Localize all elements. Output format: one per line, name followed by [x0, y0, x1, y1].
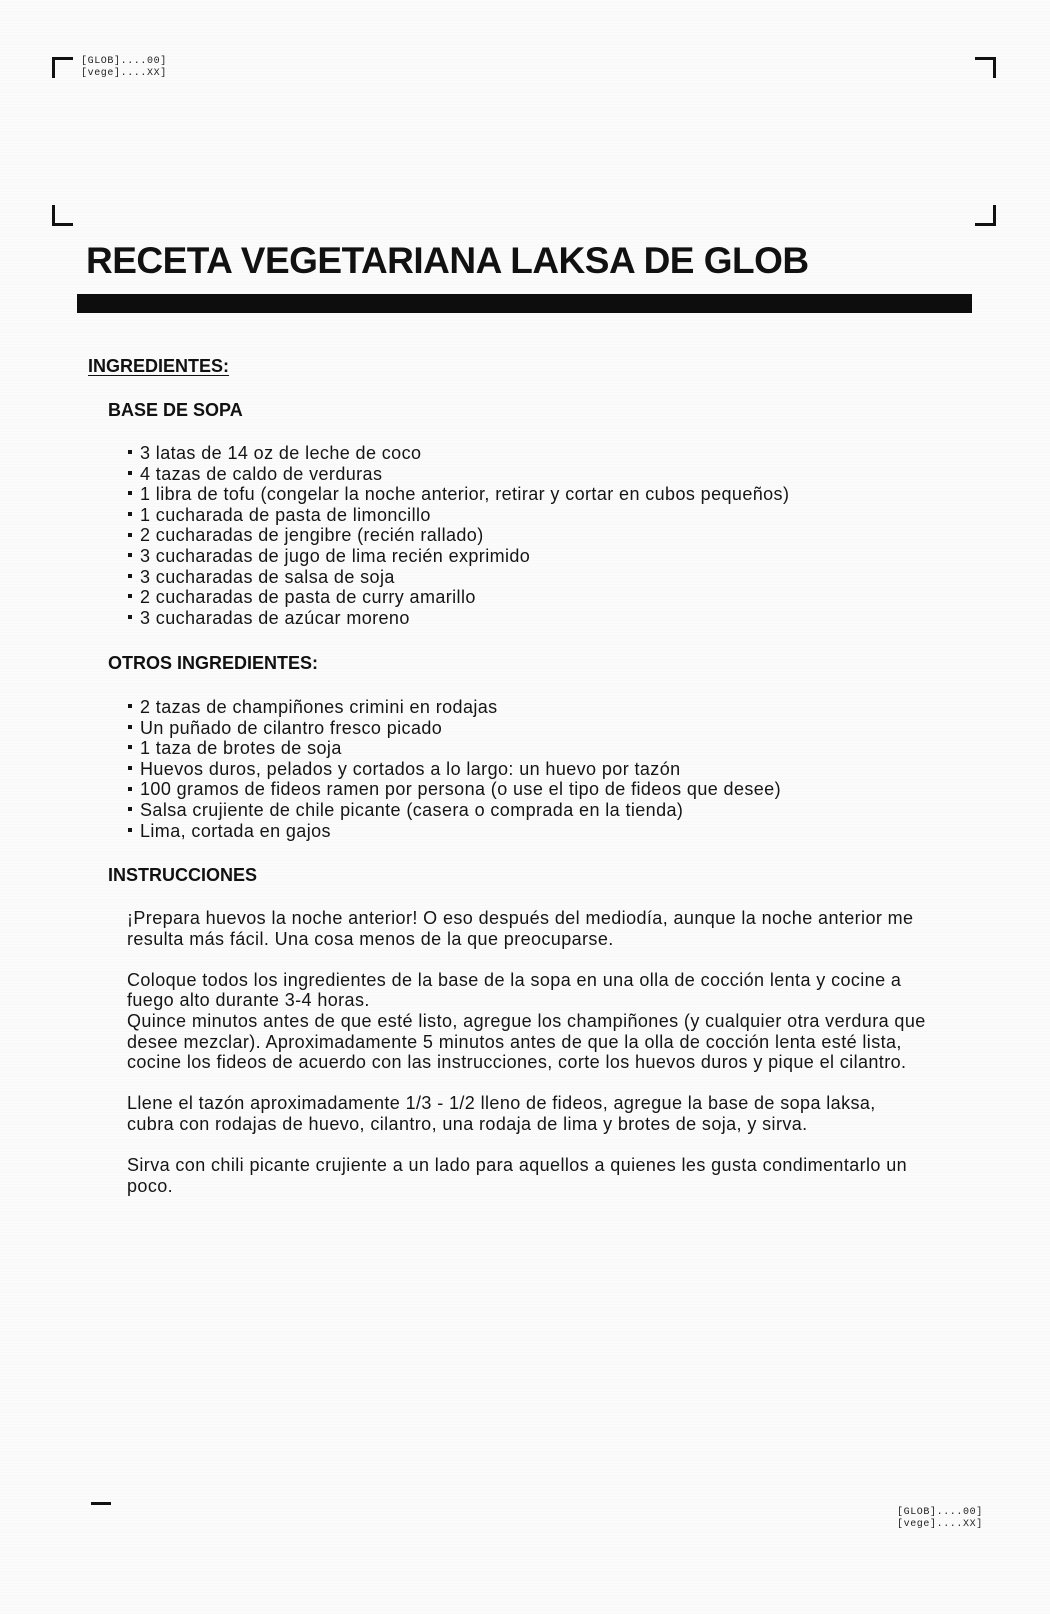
- footer-dash: [91, 1502, 111, 1505]
- instruction-paragraph: ¡Prepara huevos la noche anterior! O eso después del mediodía, aunque la noche anterior me resulta más fácil. Una cosa menos de la que preocuparse.: [127, 908, 914, 949]
- list-item: 3 latas de 14 oz de leche de coco: [127, 443, 789, 464]
- soup-base-list: [127, 443, 789, 628]
- list-item: 100 gramos de fideos ramen por persona (o use el tipo de fideos que desee): [127, 779, 781, 800]
- page-title: RECETA VEGETARIANA LAKSA DE GLOB: [86, 240, 809, 281]
- instructions-heading: INSTRUCCIONES: [108, 865, 258, 885]
- instructions-body: [127, 908, 927, 1217]
- instruction-paragraph: Sirva con chili picante crujiente a un lado para aquellos a quienes les gusta condimentarlo un poco.: [127, 1155, 908, 1196]
- instruction-paragraph: Coloque todos los ingredientes de la base de la sopa en una olla de cocción lenta y cocine a fuego alto durante 3-4 horas.: [127, 969, 902, 1011]
- list-item: 1 libra de tofu (congelar la noche anterior, retirar y cortar en cubos pequeños): [127, 484, 789, 505]
- list-item: Un puñado de cilantro fresco picado: [127, 718, 781, 739]
- list-item: 3 cucharadas de azúcar moreno: [127, 608, 789, 629]
- footer-code-line-1: [GLOB]....00]: [897, 1507, 983, 1518]
- list-item: 1 taza de brotes de soja: [127, 738, 781, 759]
- footer-code: [897, 1507, 983, 1531]
- list-item: 1 cucharada de pasta de limoncillo: [127, 505, 789, 526]
- instruction-paragraph: Quince minutos antes de que esté listo, agregue los champiñones (y cualquier otra verdura que desee mezclar). Aproximadamente 5 minutos antes de que la olla de cocción lenta esté lista, cocine los fideos de acuerdo con las instrucciones, corte los huevos duros y pique el cilantro.: [127, 1010, 926, 1073]
- list-item: 3 cucharadas de salsa de soja: [127, 567, 789, 588]
- corner-mark-bottom-right: [975, 205, 996, 226]
- other-ingredients-list: [127, 697, 781, 841]
- list-item: 3 cucharadas de jugo de lima recién exprimido: [127, 546, 789, 567]
- soup-base-heading: BASE DE SOPA: [108, 400, 243, 420]
- footer-code-line-2: [vege]....XX]: [897, 1519, 983, 1530]
- header-code: [81, 56, 167, 80]
- list-item: 4 tazas de caldo de verduras: [127, 464, 789, 485]
- corner-mark-bottom-left: [52, 205, 73, 226]
- title-underline-bar: [77, 294, 972, 313]
- list-item: 2 cucharadas de jengibre (recién rallado): [127, 525, 789, 546]
- instruction-paragraph: Llene el tazón aproximadamente 1/3 - 1/2 lleno de fideos, agregue la base de sopa laksa, cubra con rodajas de huevo, cilantro, una rodaja de lima y brotes de soja, y sirva.: [127, 1093, 876, 1134]
- corner-mark-top-left: [52, 57, 73, 78]
- corner-mark-top-right: [975, 57, 996, 78]
- other-ingredients-heading: OTROS INGREDIENTES:: [108, 653, 319, 673]
- list-item: 2 cucharadas de pasta de curry amarillo: [127, 587, 789, 608]
- list-item: 2 tazas de champiñones crimini en rodajas: [127, 697, 781, 718]
- list-item: Lima, cortada en gajos: [127, 821, 781, 842]
- header-code-line-1: [GLOB]....00]: [81, 56, 167, 67]
- ingredients-heading: INGREDIENTES:: [88, 356, 230, 376]
- header-code-line-2: [vege]....XX]: [81, 68, 167, 79]
- list-item: Salsa crujiente de chile picante (casera o comprada en la tienda): [127, 800, 781, 821]
- list-item: Huevos duros, pelados y cortados a lo largo: un huevo por tazón: [127, 759, 781, 780]
